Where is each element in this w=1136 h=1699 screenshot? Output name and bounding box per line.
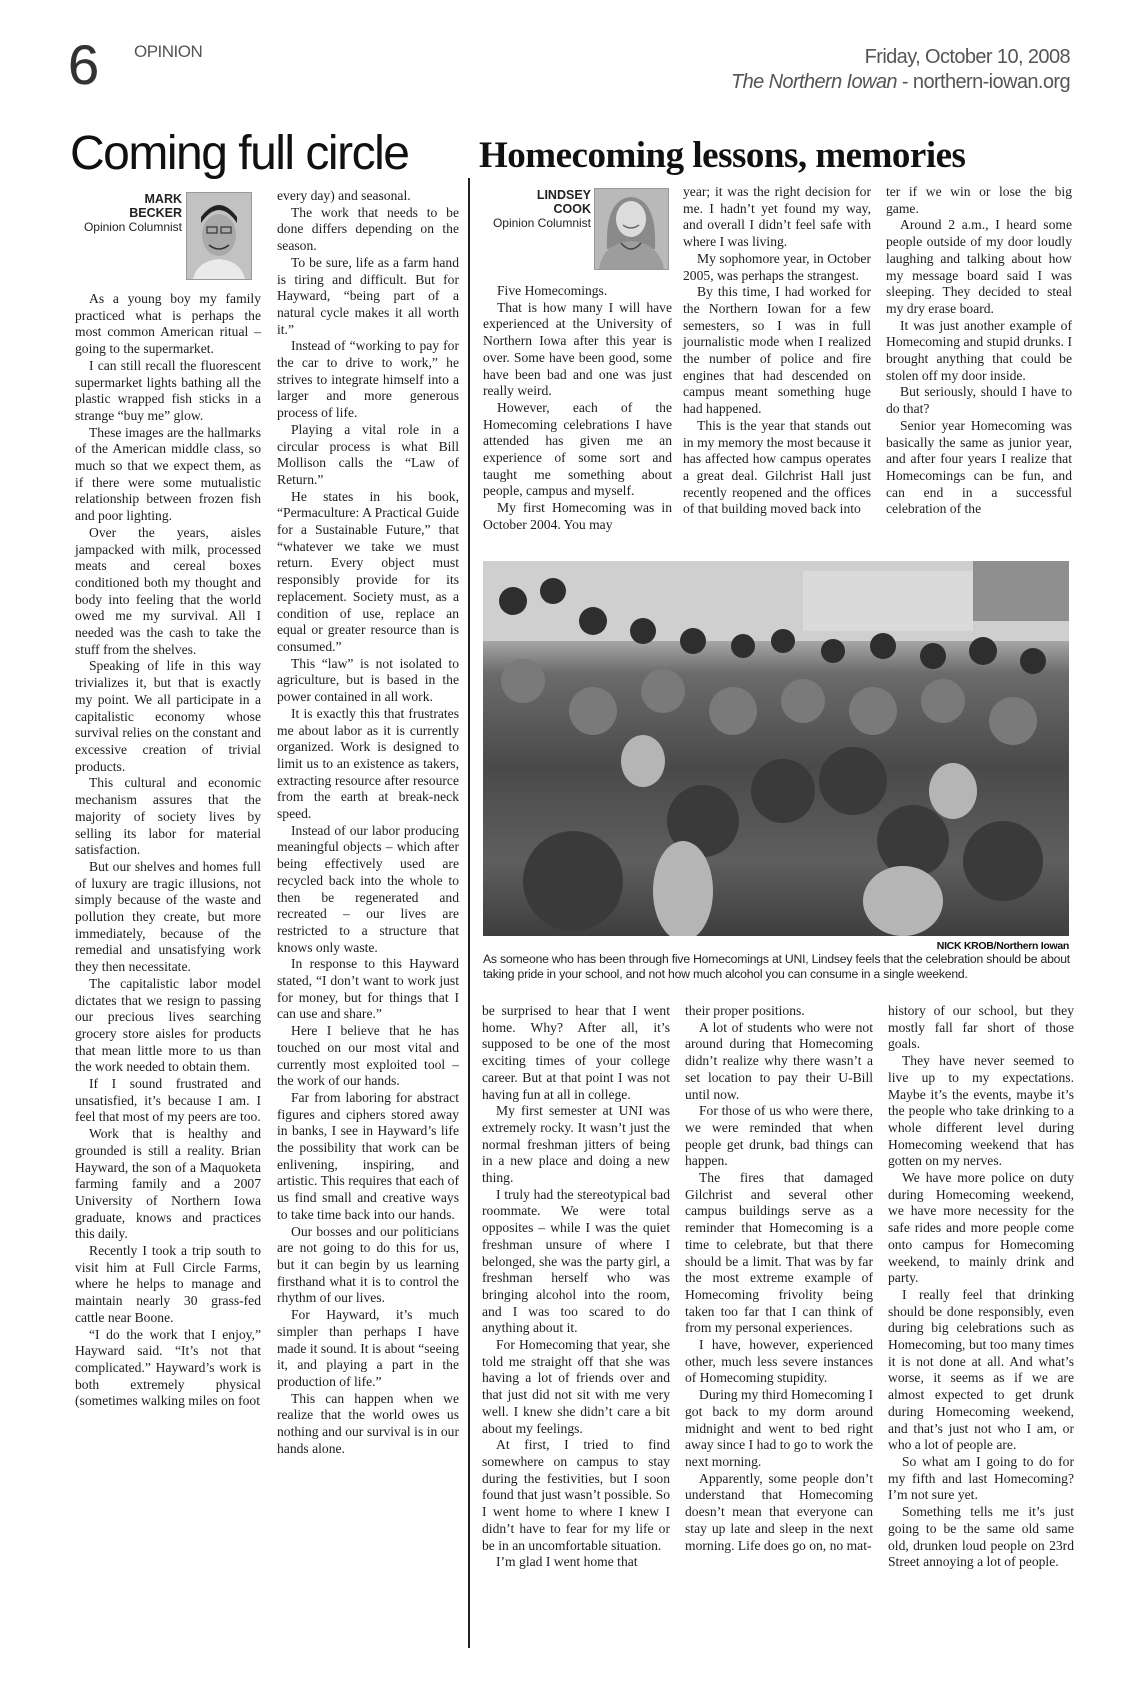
dateline [731, 45, 1070, 95]
separator: - [896, 71, 913, 93]
author-last-name: BECKER [129, 206, 182, 220]
article-right-top-column-2 [683, 184, 871, 518]
section-label: OPINION [134, 42, 203, 61]
paragraph: This “law” is not isolated to agriculture, but is based in the power contained in all work. [277, 655, 459, 705]
article-right-top-column-1 [483, 283, 672, 534]
paragraph: Senior year Homecoming was basically the same as junior year, and after four years I realize that Homecomings can be fun, and can end in a successful celebration of the [886, 417, 1072, 517]
website-link[interactable]: northern-iowan.org [912, 71, 1070, 93]
author-first-name: MARK [144, 192, 182, 206]
paragraph: During my third Homecoming I got back to my dorm around midnight and went to bed right away since I had to go to work the next morning. [685, 1387, 873, 1469]
paragraph: It was just another example of Homecoming and stupid drunks. I brought anything that could be stolen off my door inside. [886, 317, 1072, 383]
columnist-photo-icon [186, 192, 252, 280]
paragraph: He states in his book, “Permaculture: A Practical Guide for a Sustainable Future,” that “whatever we take we must return. Every object must responsibly provide for its replacement. Society must, as a condition of use, replace an equal or greater resource than is consumed.” [277, 488, 459, 654]
paragraph: Our bosses and our politicians are not going to do this for us, but it can begin by us learning firsthand what it is to control the rhythm of our lives. [277, 1223, 459, 1306]
paragraph: These images are the hallmarks of the American middle class, so much so that we expect them, as if there were some mutualistic relationship between frozen fish and poor lighting. [75, 424, 261, 524]
article-right-top-column-3 [886, 184, 1072, 518]
paragraph: Recently I took a trip south to visit him at Full Circle Farms, where he helps to manage and maintain nearly 30 grass-fed cattle near Boone. [75, 1243, 261, 1325]
crowd-photo-icon [483, 561, 1069, 936]
article-right-bottom-column-3 [888, 1003, 1074, 1571]
paper-name: The Northern Iowan [730, 71, 897, 93]
paragraph: Five Homecomings. [497, 283, 608, 298]
paragraph: In response to this Hayward stated, “I don’t want to work just for money, but for things that I can use and share.” [277, 956, 459, 1022]
paragraph: My first semester at UNI was extremely rocky. It wasn’t just the normal freshman jitters of being in a new place and doing a new thing. [482, 1103, 670, 1186]
paragraph: Over the years, aisles jampacked with milk, processed meats and cereal boxes conditioned both my thought and body into feeling that the world owed me my survival. All I needed was the cash to take the stuff from the shelves. [75, 524, 261, 657]
paragraph: Apparently, some people don’t understand that Homecoming doesn’t mean that everyone can stay up late and sleep in the next morning. Life does go on, no mat- [685, 1470, 873, 1553]
paragraph: As a young boy my family practiced what is perhaps the most common American ritual – going to the supermarket. [75, 291, 261, 357]
byline-lindsey-cook [483, 188, 591, 230]
author-last-name: COOK [553, 202, 591, 216]
author-first-name: LINDSEY [536, 188, 591, 202]
continued-text: their proper positions. [685, 1003, 805, 1018]
paragraph: This is the year that stands out in my memory the most because it has affected how campus operates a great deal. Gilchrist Hall just recently reopened and the offices of that building moved back into [683, 417, 871, 517]
article-right-bottom-column-1 [482, 1003, 670, 1571]
continued-text: be surprised to hear that I went home. Why? After all, it’s supposed to be one of the most exciting times of your college career. But at that point I was not having fun at all in college. [482, 1003, 670, 1102]
paragraph: I can still recall the fluorescent supermarket lights bathing all the plastic wrapped fish sticks in a strange “buy me” glow. [75, 357, 261, 423]
paragraph: But our shelves and homes full of luxury are tragic illusions, not simply because of the waste and pollution they create, but more immediately, because of the remedial and unsatisfying work they then necessitate. [75, 858, 261, 975]
paragraph: I truly had the stereotypical bad roommate. We were total opposites – while I was the quiet freshman unsure of where I belonged, she was the party girl, a freshman herself who was bringing alcohol into the room, and I was too scared to do anything about it. [482, 1186, 670, 1336]
paragraph: For Hayward, it’s much simpler than perhaps I have made it sound. It is about “seeing it, and playing a part in the production of life.” [277, 1307, 459, 1389]
paragraph: “I do the work that I enjoy,” Hayward said. “It’s not that complicated.” Hayward’s work is both extremely physical (sometimes walking miles on foot [75, 1326, 261, 1409]
paragraph: I’m glad I went home that [496, 1554, 638, 1570]
paragraph: If I sound frustrated and unsatisfied, it’s because I am. I feel that most of my peers are too. [75, 1076, 261, 1125]
paragraph: So what am I going to do for my fifth and last Homecoming? I’m not sure yet. [888, 1453, 1074, 1503]
masthead-line [731, 70, 1070, 95]
paragraph: My first Homecoming was in October 2004. You may [483, 500, 672, 532]
paragraph: Instead of “working to pay for the car to drive to work,” he strives to integrate himself into a larger and more generous process of life. [277, 338, 459, 421]
paragraph: By this time, I had worked for the Northern Iowan for a few semesters, so I was in full journalistic mode when I realized the number of police and fire engines that had descended on campus meant something huge had happened. [683, 284, 871, 417]
paragraph: Playing a vital role in a circular process is what Bill Mollison calls the “Law of Return.” [277, 421, 459, 487]
continued-text: history of our school, but they mostly fall far short of those goals. [888, 1003, 1074, 1052]
paragraph: A lot of students who were not around during that Homecoming didn’t realize why there wasn’t a set location to pay their U-Bill until now. [685, 1019, 873, 1102]
paragraph: They have never seemed to live up to my expectations. Maybe it’s the events, maybe it’s the people who take drinking to a whole different level during Homecoming weekend that has gotten on my nerves. [888, 1053, 1074, 1169]
paragraph: The work that needs to be done differs depending on the season. [277, 204, 459, 254]
paragraph: The fires that damaged Gilchrist and several other campus buildings serve as a reminder that Homecoming is a time to celebrate, but that there should be a limit. That was by far the most extreme example of Homecoming frivolity being taken too far that I can think of from my personal experiences. [685, 1170, 873, 1336]
paragraph: Around 2 a.m., I heard some people outside of my door loudly laughing and talking about how my message board said I was sleeping. They decided to steal my dry erase board. [886, 217, 1072, 316]
article-left-column-1 [75, 291, 261, 1410]
paragraph: For Homecoming that year, she told me straight off that she was having a lot of friends over and that just did not sit with me very well. I knew she didn’t care a bit about my feelings. [482, 1337, 670, 1436]
paragraph: That is how many I will have experienced at the University of Northern Iowa after this year is over. Some have been good, some have been bad and one was just really weird. [483, 299, 672, 399]
paragraph: It is exactly this that frustrates me about labor as it is currently organized. Work is designed to limit us to an existence as takers, extracting resource after resource from the earth at break-neck speed. [277, 705, 459, 822]
paragraph: However, each of the Homecoming celebrations I have attended has given me an experience of some sort and taught me something about people, campus and myself. [483, 399, 672, 499]
continued-text: year; it was the right decision for me. I hadn’t yet found my way, and overall I didn’t feel safe with where I was living. [683, 184, 871, 250]
continued-text: ter if we win or lose the big game. [886, 184, 1072, 216]
byline-mark-becker [70, 192, 182, 234]
photo-credit: NICK KROB/Northern Iowan [936, 940, 1069, 952]
author-role: Opinion Columnist [492, 216, 591, 230]
paragraph: Instead of our labor producing meaningful objects – which after being effectively used are recycled back into the whole to then be regenerated and recreated – our lives are restricted to a structure that knows only waste. [277, 822, 459, 955]
paragraph: But seriously, should I have to do that? [886, 384, 1072, 417]
paragraph: For those of us who were there, we were reminded that when people get drunk, bad things can happen. [685, 1103, 873, 1169]
column-divider [468, 178, 470, 1648]
article-left-column-2 [277, 188, 459, 1457]
paragraph: To be sure, life as a farm hand is tiring and difficult. But for Hayward, “being part of a natural cycle makes it all worth it.” [277, 254, 459, 337]
photo-caption: As someone who has been through five Homecomings at UNI, Lindsey feels that the celebration should be about taking pride in your school, and not how much alcohol you can consume in a single weekend. [483, 952, 1070, 981]
paragraph: We have more police on duty during Homecoming weekend, we have more necessity for the safe rides and more people come onto campus for Homecoming weekend, to mainly drink and party. [888, 1170, 1074, 1286]
author-role: Opinion Columnist [83, 220, 182, 234]
headline-homecoming: Homecoming lessons, memories [479, 135, 966, 176]
continued-text: every day) and seasonal. [277, 188, 411, 203]
paragraph: Something tells me it’s just going to be the same old same old, drunken loud people on 23rd Street annoying a lot of people. [888, 1504, 1074, 1570]
paragraph: Speaking of life in this way trivializes it, but that is exactly my point. We all participate in a capitalistic economy whose survival relies on the constant and excessive creation of trivial products. [75, 658, 261, 774]
paragraph: At first, I tried to find somewhere on campus to stay during the festivities, but I soon found that just wasn’t possible. So I went home to where I knew I didn’t have to fear for my life or be in an uncomfortable situation. [482, 1437, 670, 1553]
paragraph: My sophomore year, in October 2005, was perhaps the strangest. [683, 250, 871, 283]
paragraph: I really feel that drinking should be done responsibly, even during big celebrations such as Homecoming, but too many times it is not done at all. And what’s worse, it seems as if we are almost expected to get drunk during Homecoming weekend, and that’s just not who I am, or who a lot of people are. [888, 1286, 1074, 1453]
paragraph: This can happen when we realize that the world owes us nothing and our survival is in our hands alone. [277, 1390, 459, 1456]
paragraph: Far from laboring for abstract figures and ciphers stored away in banks, I see in Hayward’s life the possibility that work can be enlivening, inspiring, and artistic. This requires that each of us find small and creative ways to take time back into our hands. [277, 1089, 459, 1222]
paragraph: Work that is healthy and grounded is still a reality. Brian Hayward, the son of a Maquoketa farming family and a 2007 University of Northern Iowa graduate, knows and practices this daily. [75, 1126, 261, 1242]
paragraph: Here I believe that he has touched on our most vital and currently most exploited tool – the work of our hands. [277, 1023, 459, 1089]
paragraph: This cultural and economic mechanism assures that the majority of society lives by selling its labor for material satisfaction. [75, 775, 261, 858]
paragraph: I have, however, experienced other, much less severe instances of Homecoming stupidity. [685, 1337, 873, 1386]
paragraph: The capitalistic labor model dictates that we resign to passing our precious lives searching grocery store aisles for products that mean little more to us than the work needed to obtain them. [75, 975, 261, 1075]
article-right-bottom-column-2 [685, 1003, 873, 1554]
page-number: 6 [68, 33, 100, 96]
columnist-photo-icon [594, 188, 669, 270]
issue-date: Friday, October 10, 2008 [864, 46, 1070, 68]
headline-coming-full-circle: Coming full circle [70, 127, 409, 180]
